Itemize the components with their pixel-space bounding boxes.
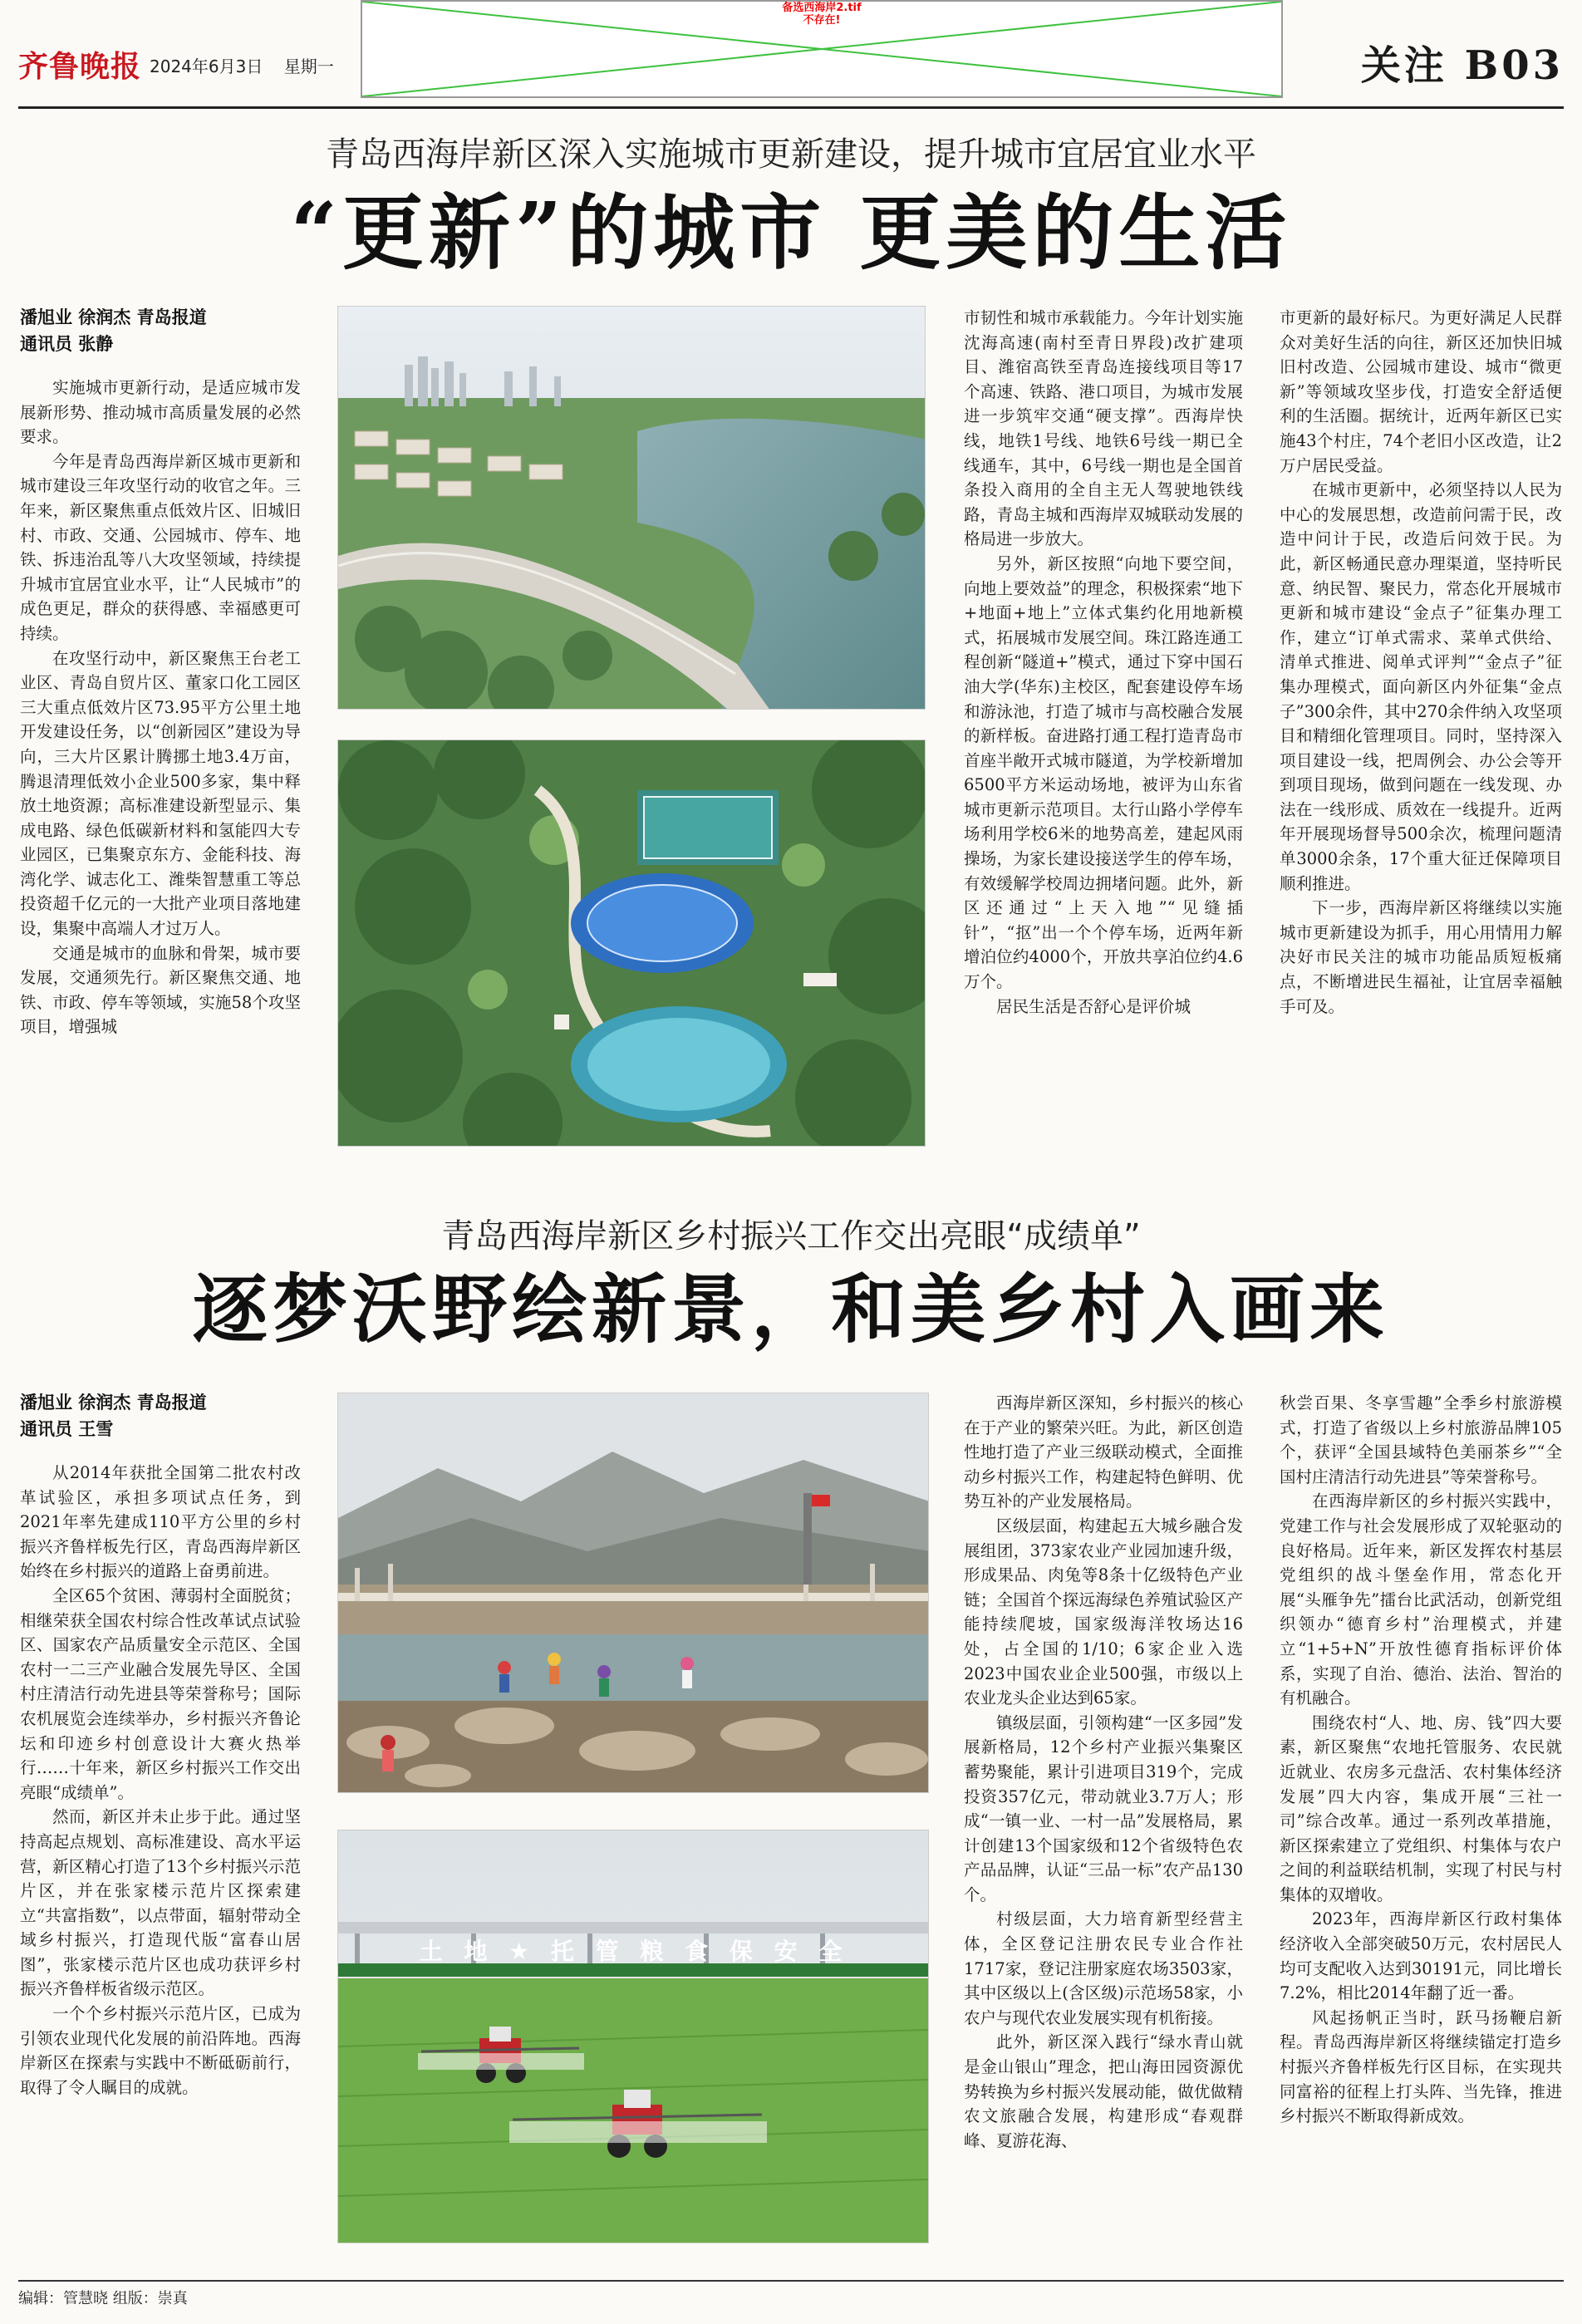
section-label bbox=[1361, 33, 1564, 91]
article2-paragraph: 村级层面，大力培育新型经营主体，全区登记注册农民专业合作社1717家，登记注册家庭农场3503家，其中区级以上(含区级)示范场58家，小农户与现代农业发展实现有机衔接。 bbox=[964, 1909, 1243, 2027]
article1-column-3 bbox=[1280, 306, 1562, 1150]
article2-paragraph: 从2014年获批全国第二批农村改革试验区，承担多项试点任务，到2021年率先建成110平方公里的乡村振兴齐鲁样板先行区，青岛西海岸新区始终在乡村振兴的道路上奋勇前进。 bbox=[20, 1463, 301, 1581]
section-name: 关注 bbox=[1360, 42, 1447, 89]
article2-paragraph: 围绕农村“人、地、房、钱”四大要素，新区聚焦“农地托管服务、农民就近就业、农房多元盘活、农村集体经济发展”四大内容，集成开展“三社一司”综合改革。通过一系列改革措施，新区探索建立了党组织、村集体与农户之间的利益联结机制，实现了村民与村集体的双增收。 bbox=[1280, 1712, 1562, 1904]
article2-byline-reporters: 潘旭业 徐润杰 青岛报道 bbox=[20, 1393, 207, 1413]
missing-ad-placeholder bbox=[361, 0, 1283, 98]
article2-column-3 bbox=[1280, 1391, 1562, 2275]
article1-paragraph: 在攻坚行动中，新区聚焦王台老工业区、青岛自贸片区、董家口化工园区三大重点低效片区73.95平方公里土地开发建设任务，以“创新园区”建设为导向，三大片区累计腾挪土地3.4万亩，腾退清理低效小企业500多家，集中释放土地资源；高标准建设新型显示、集成电路、绿色低碳新材料和氢能四大专业园区，已集聚京东方、金能科技、海湾化学、诚志化工、潍柴智慧重工等总投资超千亿元的一大批产业项目落地建设，集聚中高端人才过万人。 bbox=[20, 648, 301, 939]
footer-rule bbox=[18, 2280, 1564, 2282]
article2-byline-correspondent: 通讯员 王雪 bbox=[20, 1419, 114, 1439]
article1-column-2 bbox=[964, 306, 1243, 1150]
article1-byline-correspondent: 通讯员 张静 bbox=[20, 334, 114, 354]
article1-paragraph: 另外，新区按照“向地下要空间，向地上要效益”的理念，积极探索“地下+地面+地上”立体式集约化用地新模式，拓展城市发展空间。珠江路连通工程创新“隧道+”模式，通过下穿中国石油大学(华东)主校区，配套建设停车场和游泳池，打造了城市与高校融合发展的新样板。奋进路打通工程打造青岛市首座半敞开式城市隧道，为学校新增加6500平方米运动场地，被评为山东省城市更新示范项目。太行山路小学停车场利用学校6米的地势高差，建起风雨操场，为家长建设接送学生的停车场，有效缓解学校周边拥堵问题。此外，新区还通过“上天入地”“见缝插针”，“抠”出一个个停车场，近两年新增泊位约4000个，开放共享泊位约4.6万个。 bbox=[964, 553, 1243, 992]
park-aerial-photo bbox=[337, 739, 926, 1147]
article2-paragraph: 全区65个贫困、薄弱村全面脱贫；相继荣获全国农村综合性改革试点试验区、国家农产品质量安全示范区、全国农村一二三产业融合发展先导区、全国村庄清洁行动先进县等荣誉称号；国际农机展览会连续举办，乡村振兴齐鲁论坛和印迹乡村创意设计大赛火热举行……十年来，新区乡村振兴工作交出亮眼“成绩单”。 bbox=[20, 1585, 301, 1802]
article1-headline: “更新”的城市 更美的生活 bbox=[290, 185, 1292, 281]
article1-paragraph: 交通是城市的血脉和骨架，城市要发展，交通须先行。新区聚焦交通、地铁、市政、停车等领域，实施58个攻坚项目，增强城 bbox=[20, 943, 301, 1037]
masthead-rule bbox=[18, 106, 1564, 109]
article1-byline bbox=[20, 304, 207, 357]
article1-kicker: 青岛西海岸新区深入实施城市更新建设，提升城市宜居宜业水平 bbox=[326, 135, 1256, 174]
article2-column-2 bbox=[964, 1391, 1243, 2275]
page-number: B03 bbox=[1464, 42, 1564, 89]
missing-file-notice bbox=[362, 2, 1281, 27]
article2-paragraph: 此外，新区深入践行“绿水青山就是金山银山”理念，把山海田园资源优势转换为乡村振兴发展动能，做优做精农文旅融合发展，构建形成“春观群峰、夏游花海、 bbox=[964, 2032, 1243, 2150]
farmland-sprayer-photo bbox=[337, 1830, 929, 2243]
issue-date: 2024年6月3日 bbox=[150, 57, 263, 76]
farmland-banner-text: 土 地 ★ 托 管 粮 食 保 安 全 bbox=[419, 1938, 849, 1965]
article2-headline: 逐梦沃野绘新景，和美乡村入画来 bbox=[193, 1265, 1389, 1354]
article1-column-1 bbox=[20, 376, 301, 1147]
article1-paragraph: 市韧性和城市承载能力。今年计划实施沈海高速(南村至青日界段)改扩建项目、潍宿高铁至青岛连接线项目等17个高速、铁路、港口项目，为城市发展进一步筑牢交通“硬支撑”。西海岸快线，地铁1号线、地铁6号线一期已全线通车，其中，6号线一期也是全国首条投入商用的全自主无人驾驶地铁线路，青岛主城和西海岸双城联动发展的格局进一步放大。 bbox=[964, 308, 1243, 549]
article2-paragraph: 西海岸新区深知，乡村振兴的核心在于产业的繁荣兴旺。为此，新区创造性地打造了产业三级联动模式，全面推动乡村振兴工作，构建起特色鲜明、优势互补的产业发展格局。 bbox=[964, 1393, 1243, 1511]
city-aerial-photo bbox=[337, 306, 926, 710]
article1-byline-reporters: 潘旭业 徐润杰 青岛报道 bbox=[20, 307, 207, 327]
article2-paragraph: 镇级层面，引领构建“一区多园”发展新格局，12个乡村产业振兴集聚区蓄势聚能，累计引进项目319个，完成投资357亿元，带动就业3.7万人；形成“一镇一业、一村一品”发展格局，累计创建13个国家级和12个省级特色农产品品牌，认证“三品一标”农产品130个。 bbox=[964, 1712, 1243, 1904]
missing-file-name: 备选西海岸2.tif bbox=[782, 2, 862, 14]
article2-paragraph: 区级层面，构建起五大城乡融合发展组团，373家农业产业园加速升级，形成果品、肉兔等8条十亿级特色产业链；全国首个探远海绿色养殖试验区产能持续爬坡，国家级海洋牧场达16处，占全国的1/10；6家企业入选2023中国农业企业500强，市级以上农业龙头企业达到65家。 bbox=[964, 1516, 1243, 1708]
article2-paragraph: 秋尝百果、冬享雪趣”全季乡村旅游模式，打造了省级以上乡村旅游品牌105个，获评“全国县域特色美丽茶乡”“全国村庄清洁行动先进县”等荣誉称号。 bbox=[1280, 1393, 1562, 1486]
article1-paragraph: 今年是青岛西海岸新区城市更新和城市建设三年攻坚行动的收官之年。三年来，新区聚焦重点低效片区、旧城旧村、市政、交通、公园城市、停车、地铁、拆违治乱等八大攻坚领域，持续提升城市宜居宜业水平，让“人民城市”的成色更足，群众的获得感、幸福感更可持续。 bbox=[20, 451, 301, 643]
article2-paragraph: 2023年，西海岸新区行政村集体经济收入全部突破50万元，农村居民人均可支配收入达到30191元，同比增长7.2%，相比2014年翻了近一番。 bbox=[1280, 1909, 1562, 2003]
article2-byline bbox=[20, 1389, 207, 1442]
issue-date-line bbox=[150, 53, 334, 77]
editor-credits: 编辑：管慧晓 组版：崇真 bbox=[18, 2290, 188, 2307]
article1-paragraph: 居民生活是否舒心是评价城 bbox=[996, 996, 1191, 1016]
article1-paragraph: 市更新的最好标尺。为更好满足人民群众对美好生活的向往，新区还加快旧城旧村改造、公园城市建设、城市“微更新”等领域攻坚步伐，打造安全舒适便利的生活圈。据统计，近两年新区已实施43个村庄，74个老旧小区改造，让2万户居民受益。 bbox=[1280, 308, 1562, 475]
article2-column-1 bbox=[20, 1461, 301, 2275]
article1-paragraph: 下一步，西海岸新区将继续以实施城市更新建设为抓手，用心用情用力解决好市民关注的城市功能品质短板痛点，不断增进民生福祉，让宜居幸福触手可及。 bbox=[1280, 898, 1562, 1016]
village-stream-photo bbox=[337, 1393, 929, 1793]
newspaper-logo: 齐鲁晚报 bbox=[18, 49, 142, 84]
issue-weekday: 星期一 bbox=[283, 57, 334, 76]
article2-paragraph: 在西海岸新区的乡村振兴实践中，党建工作与社会发展形成了双轮驱动的良好格局。近年来，新区发挥农村基层党组织的战斗堡垒作用，常态化开展“头雁争先”擂台比武活动，创新党组织领办“德育乡村”治理模式，并建立“1+5+N”开放性德育指标评价体系，实现了自治、德治、法治、智治的有机融合。 bbox=[1280, 1491, 1562, 1708]
article2-paragraph: 一个个乡村振兴示范片区，已成为引领农业现代化发展的前沿阵地。西海岸新区在探索与实践中不断砥砺前行，取得了令人瞩目的成就。 bbox=[20, 2004, 301, 2097]
article2-paragraph: 风起扬帆正当时，跃马扬鞭启新程。青岛西海岸新区将继续锚定打造乡村振兴齐鲁样板先行区目标，在实现共同富裕的征程上打头阵、当先锋，推进乡村振兴不断取得新成效。 bbox=[1280, 2007, 1562, 2126]
missing-file-status: 不存在! bbox=[803, 14, 841, 27]
article2-paragraph: 然而，新区并未止步于此。通过坚持高起点规划、高标准建设、高水平运营，新区精心打造了13个乡村振兴示范片区，并在张家楼示范片区探索建立“共富指数”，以点带面，辐射带动全域乡村振兴，打造现代版“富春山居图”，张家楼示范片区也成功获评乡村振兴齐鲁样板省级示范区。 bbox=[20, 1807, 301, 1999]
article2-kicker: 青岛西海岸新区乡村振兴工作交出亮眼“成绩单” bbox=[441, 1217, 1141, 1255]
article1-paragraph: 在城市更新中，必须坚持以人民为中心的发展思想，改造前问需于民，改造中问计于民，改造后问效于民。为此，新区畅通民意办理渠道，坚持听民意、纳民智、聚民力，常态化开展城市更新和城市建设“金点子”征集办理工作，建立“订单式需求、菜单式供给、清单式推进、阅单式评判”“金点子”征集办理模式，面向新区内外征集“金点子”300余件，其中270余件纳入攻坚项目和精细化管理项目。同时，坚持深入项目建设一线，把周例会、办公会等开到项目现场，做到问题在一线发现、办法在一线形成、质效在一线提升。近两年开展现场督导500余次，梳理问题清单3000余条，17个重大征迁保障项目顺利推进。 bbox=[1280, 480, 1562, 893]
article1-paragraph: 实施城市更新行动，是适应城市发展新形势、推动城市高质量发展的必然要求。 bbox=[20, 378, 301, 447]
